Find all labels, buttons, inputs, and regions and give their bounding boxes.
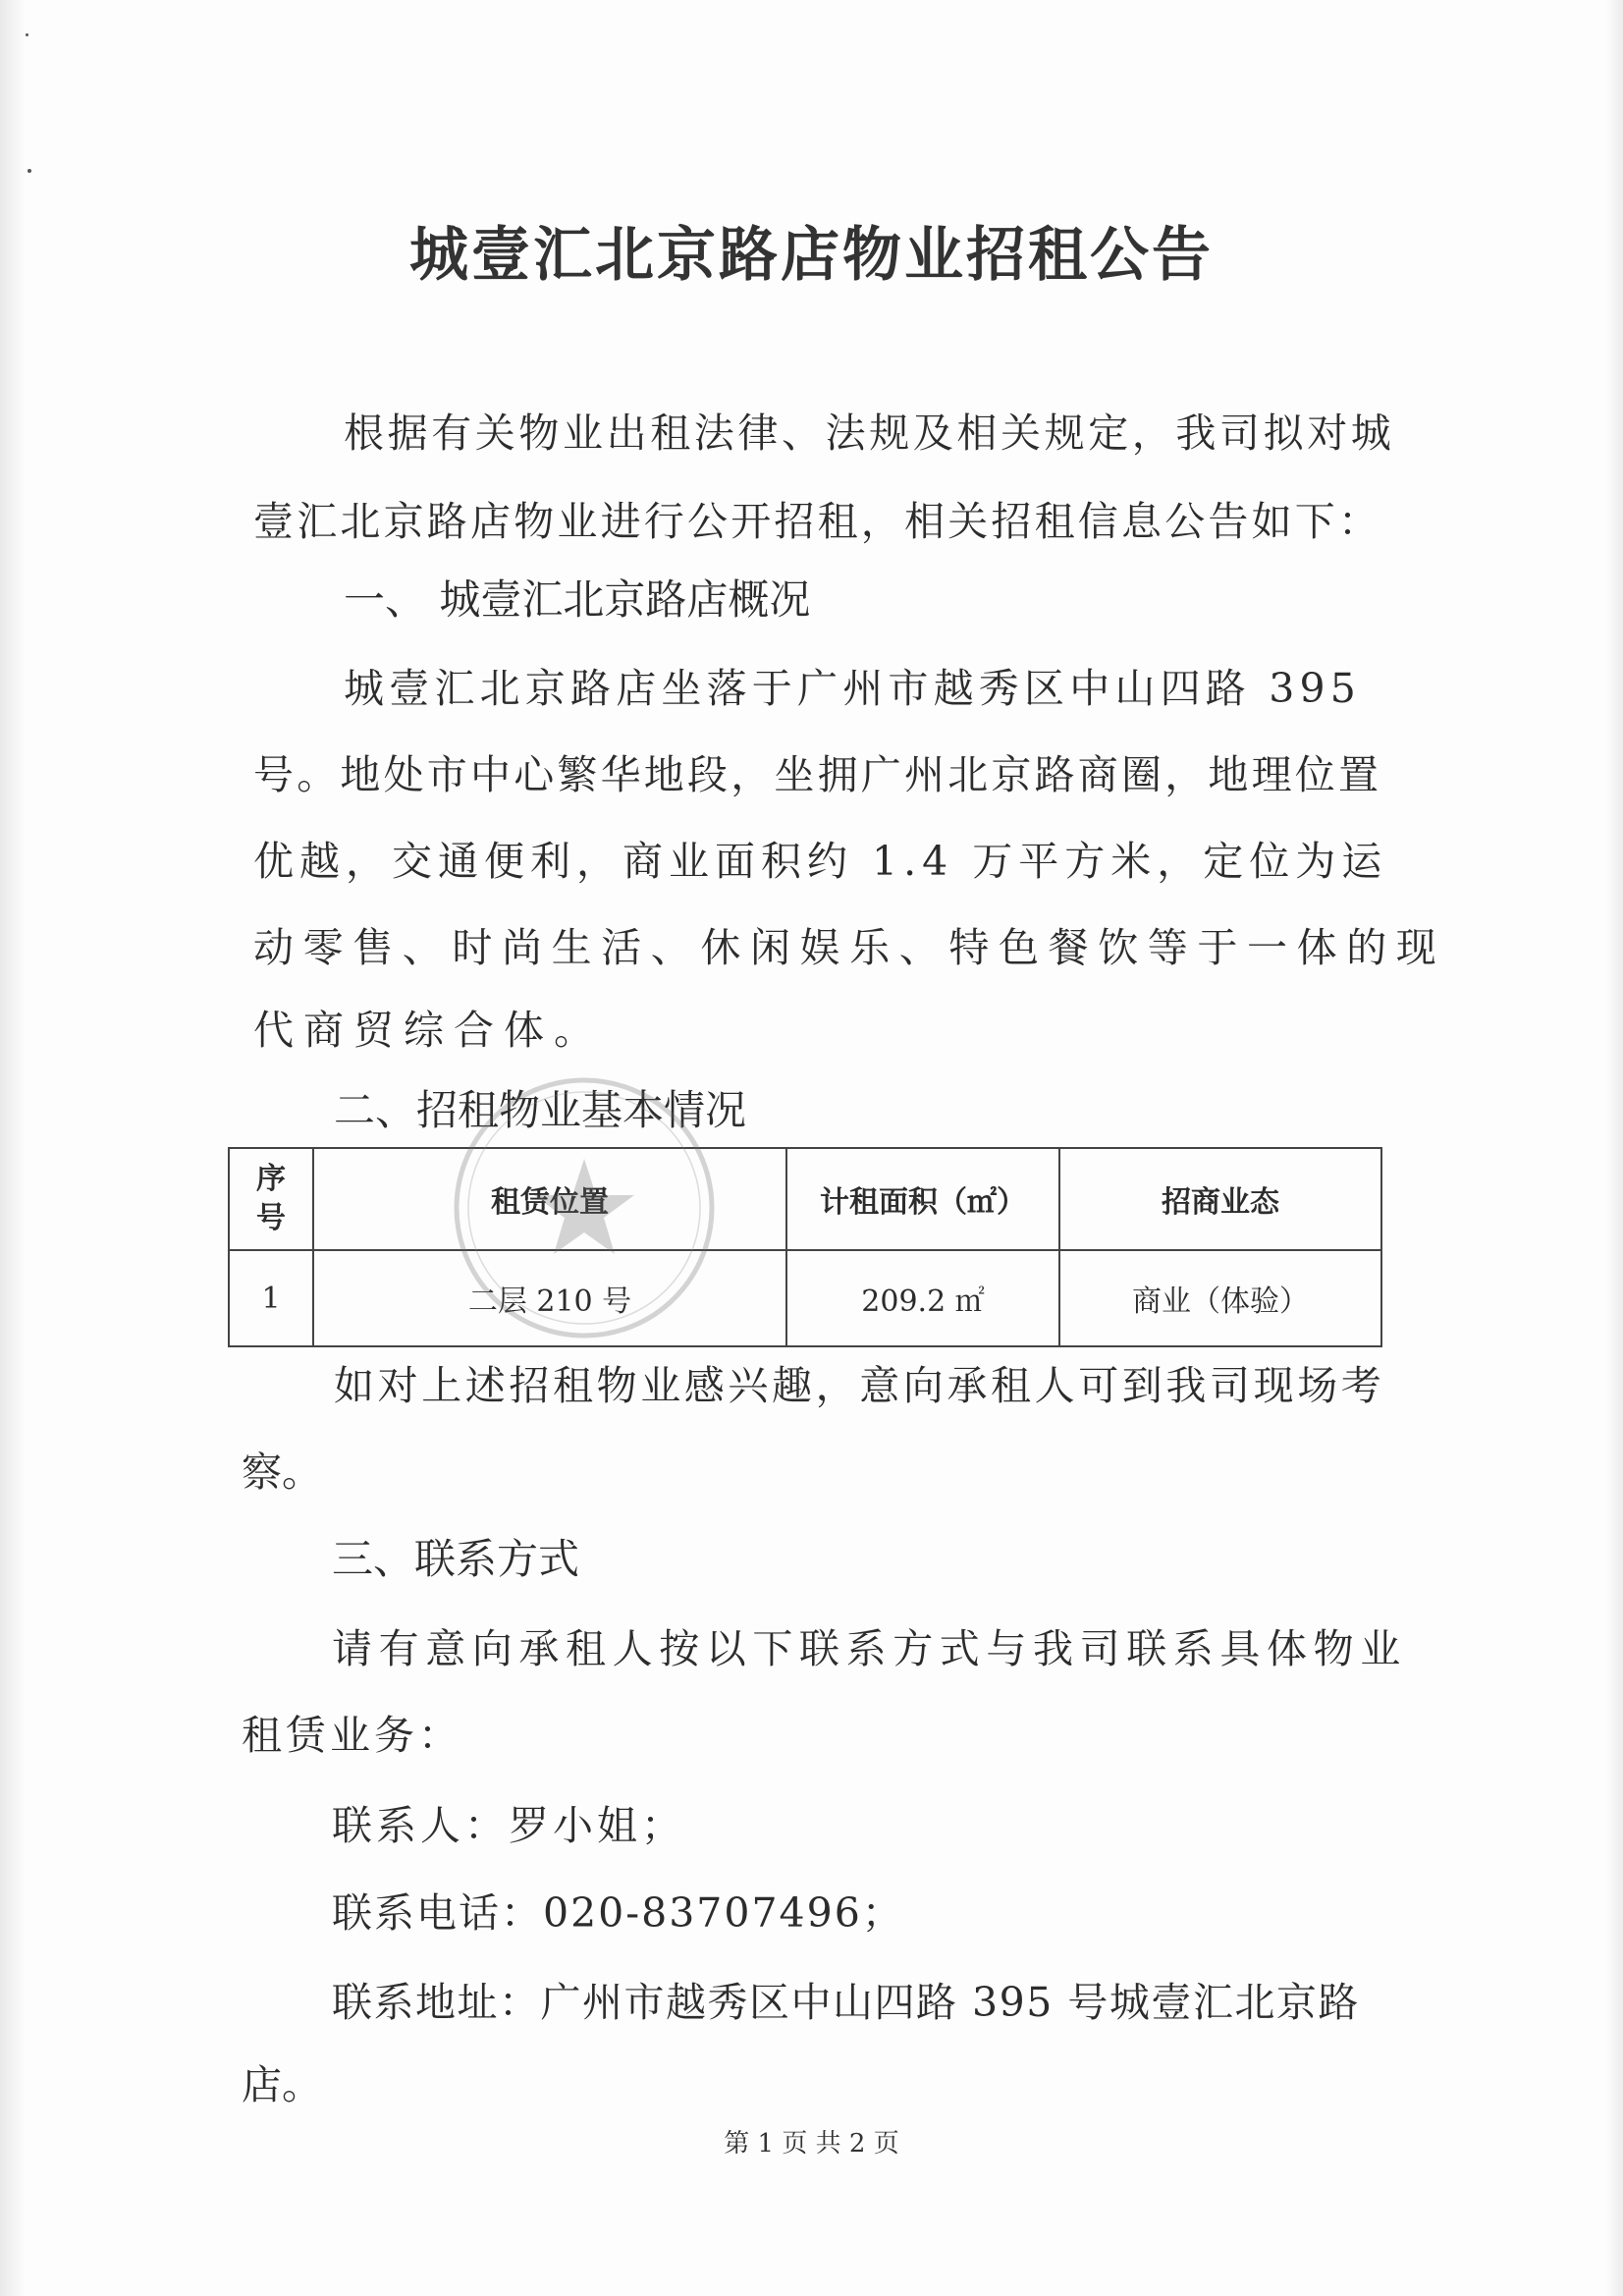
body-line: 动零售、时尚生活、休闲娱乐、特色餐饮等于一体的现 bbox=[253, 924, 1446, 971]
cell-area: 209.2 ㎡ bbox=[786, 1250, 1059, 1346]
contact-address: 店。 bbox=[242, 2061, 322, 2108]
contact-person: 联系人：罗小姐； bbox=[332, 1802, 685, 1849]
body-line: 请有意向承租人按以下联系方式与我司联系具体物业 bbox=[332, 1625, 1407, 1672]
scan-speck bbox=[26, 33, 28, 36]
body-line: 优越，交通便利，商业面积约 1.4 万平方米，定位为运 bbox=[253, 838, 1388, 885]
scan-edge bbox=[0, 0, 26, 2296]
body-line: 察。 bbox=[242, 1449, 322, 1496]
body-line: 号。地处市中心繁华地段，坐拥广州北京路商圈，地理位置 bbox=[253, 751, 1382, 798]
body-line: 代商贸综合体。 bbox=[253, 1007, 604, 1054]
scan-speck bbox=[27, 169, 31, 173]
cell-no: 1 bbox=[229, 1250, 313, 1346]
intro-line: 壹汇北京路店物业进行公开招租，相关招租信息公告如下： bbox=[253, 498, 1382, 545]
column-header-type: 招商业态 bbox=[1059, 1148, 1381, 1250]
section-heading: 二、招租物业基本情况 bbox=[334, 1086, 747, 1134]
document-title: 城壹汇北京路店物业招租公告 bbox=[409, 221, 1214, 290]
body-line: 如对上述招租物业感兴趣，意向承租人可到我司现场考 bbox=[334, 1362, 1385, 1409]
column-header-text: 序 bbox=[256, 1162, 286, 1196]
cell-location: 二层 210 号 bbox=[313, 1250, 786, 1346]
column-header-no bbox=[229, 1148, 313, 1250]
page-footer: 第 1 页 共 2 页 bbox=[724, 2129, 899, 2159]
body-line: 城壹汇北京路店坐落于广州市越秀区中山四路 395 bbox=[344, 665, 1362, 712]
column-header-text: 号 bbox=[256, 1201, 286, 1235]
table-row bbox=[229, 1250, 1381, 1346]
section-heading: 三、联系方式 bbox=[332, 1535, 580, 1583]
scan-edge bbox=[1605, 0, 1623, 2296]
rental-table bbox=[228, 1147, 1382, 1347]
body-line: 租赁业务： bbox=[242, 1712, 462, 1759]
contact-address: 联系地址：广州市越秀区中山四路 395 号城壹汇北京路 bbox=[332, 1979, 1360, 2026]
section-heading: 一、 城壹汇北京路店概况 bbox=[344, 575, 811, 624]
intro-line: 根据有关物业出租法律、法规及相关规定，我司拟对城 bbox=[344, 410, 1395, 457]
contact-phone: 联系电话：020-83707496； bbox=[332, 1889, 904, 1937]
column-header-area: 计租面积（㎡） bbox=[786, 1148, 1059, 1250]
table-header-row bbox=[229, 1148, 1381, 1250]
cell-type: 商业（体验） bbox=[1059, 1250, 1381, 1346]
column-header-location: 租赁位置 bbox=[313, 1148, 786, 1250]
